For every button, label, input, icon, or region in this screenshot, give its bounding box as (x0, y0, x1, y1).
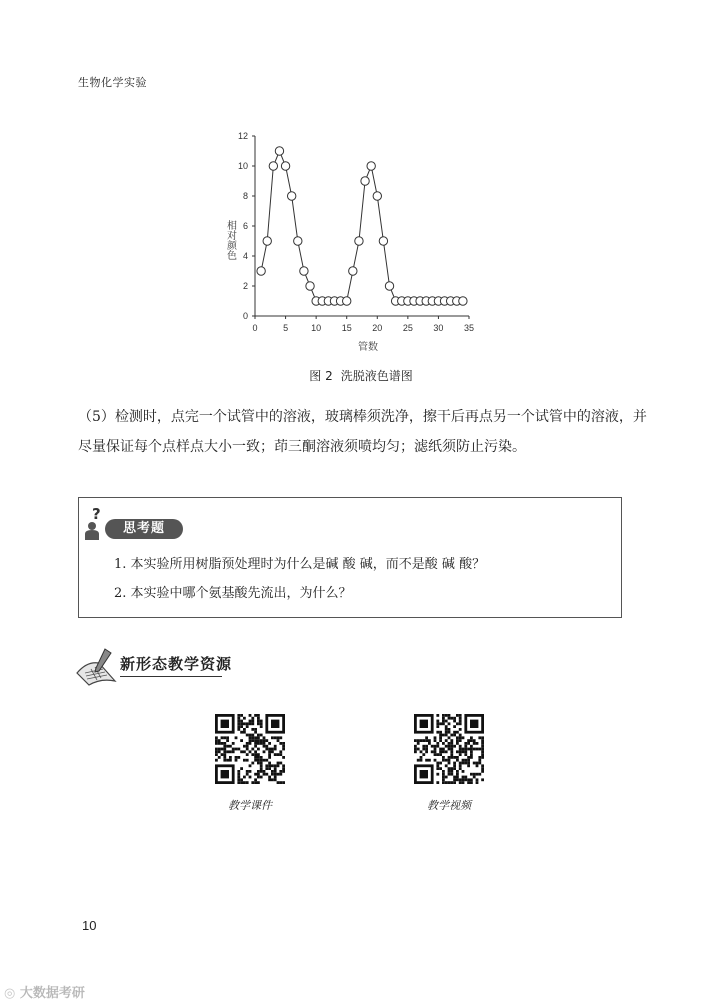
data-point (355, 237, 363, 245)
figure-number: 图 2 (309, 369, 333, 383)
x-tick-label: 30 (433, 323, 444, 333)
figure-title: 洗脱液色谱图 (340, 369, 413, 383)
data-point (263, 237, 271, 245)
pen-and-book-icon (75, 645, 119, 689)
thinking-person-question-icon (84, 506, 106, 540)
data-point (306, 282, 314, 290)
page-number: 10 (82, 918, 97, 933)
data-point (373, 192, 381, 200)
think-question-tag: 思考题 (105, 519, 183, 539)
x-tick-label: 25 (402, 323, 413, 333)
data-point (459, 297, 467, 305)
resources-title-underline (120, 676, 222, 677)
y-tick-label: 6 (242, 221, 248, 231)
elution-chart (218, 128, 488, 358)
x-tick-label: 20 (372, 323, 383, 333)
x-tick-label: 10 (311, 323, 322, 333)
qr-label-courseware: 教学课件 (228, 799, 272, 812)
data-point (257, 267, 265, 275)
y-tick-label: 4 (242, 251, 248, 261)
y-tick-label: 2 (242, 281, 248, 291)
data-point (275, 147, 283, 155)
question-1: 1. 本实验所用树脂预处理时为什么是碱 酸 碱，而不是酸 碱 酸？ (114, 557, 486, 572)
svg-text:?: ? (92, 506, 101, 523)
data-point (294, 237, 302, 245)
qr-code-icon[interactable] (215, 714, 285, 784)
qr-label-video: 教学视频 (427, 799, 471, 812)
qr-code-icon[interactable] (414, 714, 484, 784)
x-tick-label: 35 (463, 323, 475, 333)
data-point (349, 267, 357, 275)
x-axis-label: 管数 (358, 342, 378, 353)
watermark (4, 982, 85, 1001)
resources-title: 新形态教学资源 (120, 655, 233, 673)
question-2: 2. 本实验中哪个氨基酸先流出，为什么？ (114, 586, 352, 601)
data-point (385, 282, 393, 290)
running-header: 生物化学实验 (78, 76, 147, 89)
data-point (343, 297, 351, 305)
data-point (281, 162, 289, 170)
step-5-paragraph: （5）检测时，点完一个试管中的溶液，玻璃棒须洗净，擦干后再点另一个试管中的溶液，并尽量保证每个点样点大小一致；茚三酮溶液须喷均匀；滤纸须防止污染。 (78, 409, 647, 455)
y-tick-label: 10 (237, 161, 248, 171)
series-line (261, 151, 463, 301)
watermark-logo-icon: ◎ (4, 986, 16, 1001)
figure-caption (0, 367, 722, 384)
data-point (269, 162, 277, 170)
data-point (287, 192, 295, 200)
data-point (361, 177, 369, 185)
data-point (367, 162, 375, 170)
watermark-text: 大数据考研 (19, 986, 85, 1001)
y-tick-label: 12 (237, 131, 248, 141)
x-tick-label: 5 (283, 323, 289, 333)
y-axis-label: 相对颜色 (224, 220, 236, 260)
x-tick-label: 0 (252, 323, 258, 333)
y-tick-label: 0 (242, 311, 248, 321)
data-point (379, 237, 387, 245)
y-tick-label: 8 (242, 191, 248, 201)
data-point (300, 267, 308, 275)
x-tick-label: 15 (341, 323, 352, 333)
chart-series (257, 147, 467, 305)
